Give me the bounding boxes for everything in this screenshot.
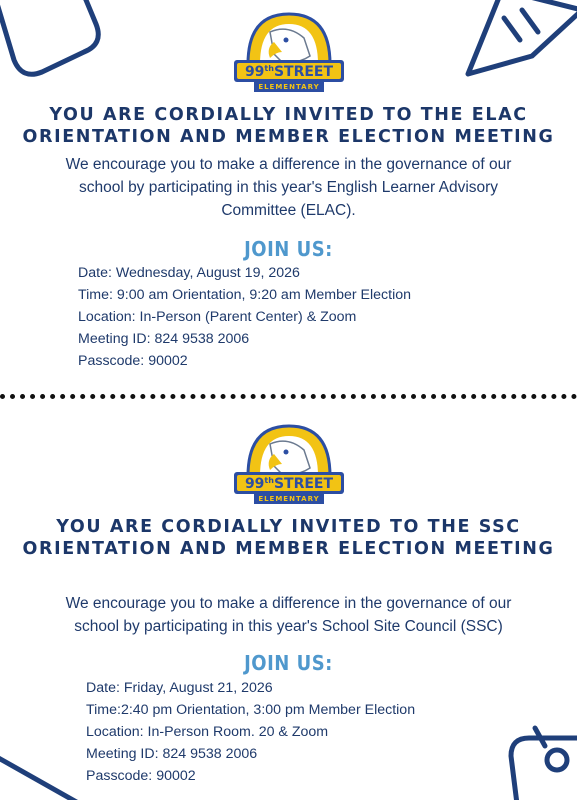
ssc-intro-line2: school by participating in this year's School Site Council (SSC) bbox=[74, 618, 503, 635]
elac-heading-line1: YOU ARE CORDIALLY INVITED TO THE ELAC bbox=[49, 105, 528, 125]
elac-intro-line2: school by participating in this year's English Learner Advisory bbox=[78, 179, 499, 196]
school-logo bbox=[230, 12, 348, 94]
cap-icon bbox=[495, 708, 577, 800]
school-logo bbox=[230, 424, 348, 506]
logo-subtitle: ELEMENTARY bbox=[257, 83, 320, 91]
logo-school-name: 99thSTREET bbox=[244, 476, 333, 492]
logo-school-name: 99thSTREET bbox=[244, 64, 333, 80]
ssc-heading-line1: YOU ARE CORDIALLY INVITED TO THE SSC bbox=[56, 517, 521, 537]
elac-intro-line3: Committee (ELAC). bbox=[221, 202, 356, 219]
ssc-join-label: JOIN US: bbox=[244, 651, 333, 675]
ruler-icon bbox=[0, 738, 90, 800]
ssc-intro bbox=[0, 592, 577, 638]
logo-subtitle: ELEMENTARY bbox=[257, 495, 320, 503]
ssc-meeting-id: Meeting ID: 824 9538 2006 bbox=[86, 746, 258, 762]
ssc-passcode: Passcode: 90002 bbox=[86, 768, 196, 784]
elac-heading-line2: ORIENTATION AND MEMBER ELECTION MEETING bbox=[22, 127, 555, 147]
ssc-details bbox=[86, 677, 415, 787]
ssc-date: Date: Friday, August 21, 2026 bbox=[86, 680, 273, 696]
ssc-intro-line1: We encourage you to make a difference in the governance of our bbox=[65, 595, 512, 612]
elac-join-label: JOIN US: bbox=[244, 237, 333, 261]
elac-meeting-id: Meeting ID: 824 9538 2006 bbox=[78, 331, 250, 347]
elac-location: Location: In-Person (Parent Center) & Zoom bbox=[78, 309, 357, 325]
elac-intro-line1: We encourage you to make a difference in the governance of our bbox=[65, 156, 512, 173]
ssc-time: Time:2:40 pm Orientation, 3:00 pm Member Election bbox=[86, 702, 416, 718]
elac-intro bbox=[0, 153, 577, 222]
pencil-icon bbox=[462, 0, 577, 90]
elac-passcode: Passcode: 90002 bbox=[78, 353, 188, 369]
elac-details bbox=[78, 262, 411, 372]
elac-time: Time: 9:00 am Orientation, 9:20 am Member Election bbox=[78, 287, 412, 303]
section-divider bbox=[0, 394, 577, 399]
ssc-location: Location: In-Person Room. 20 & Zoom bbox=[86, 724, 329, 740]
ssc-heading bbox=[0, 516, 577, 560]
elac-heading bbox=[0, 104, 577, 148]
phone-icon bbox=[0, 0, 110, 90]
ssc-heading-line2: ORIENTATION AND MEMBER ELECTION MEETING bbox=[22, 539, 555, 559]
elac-date: Date: Wednesday, August 19, 2026 bbox=[78, 265, 300, 281]
